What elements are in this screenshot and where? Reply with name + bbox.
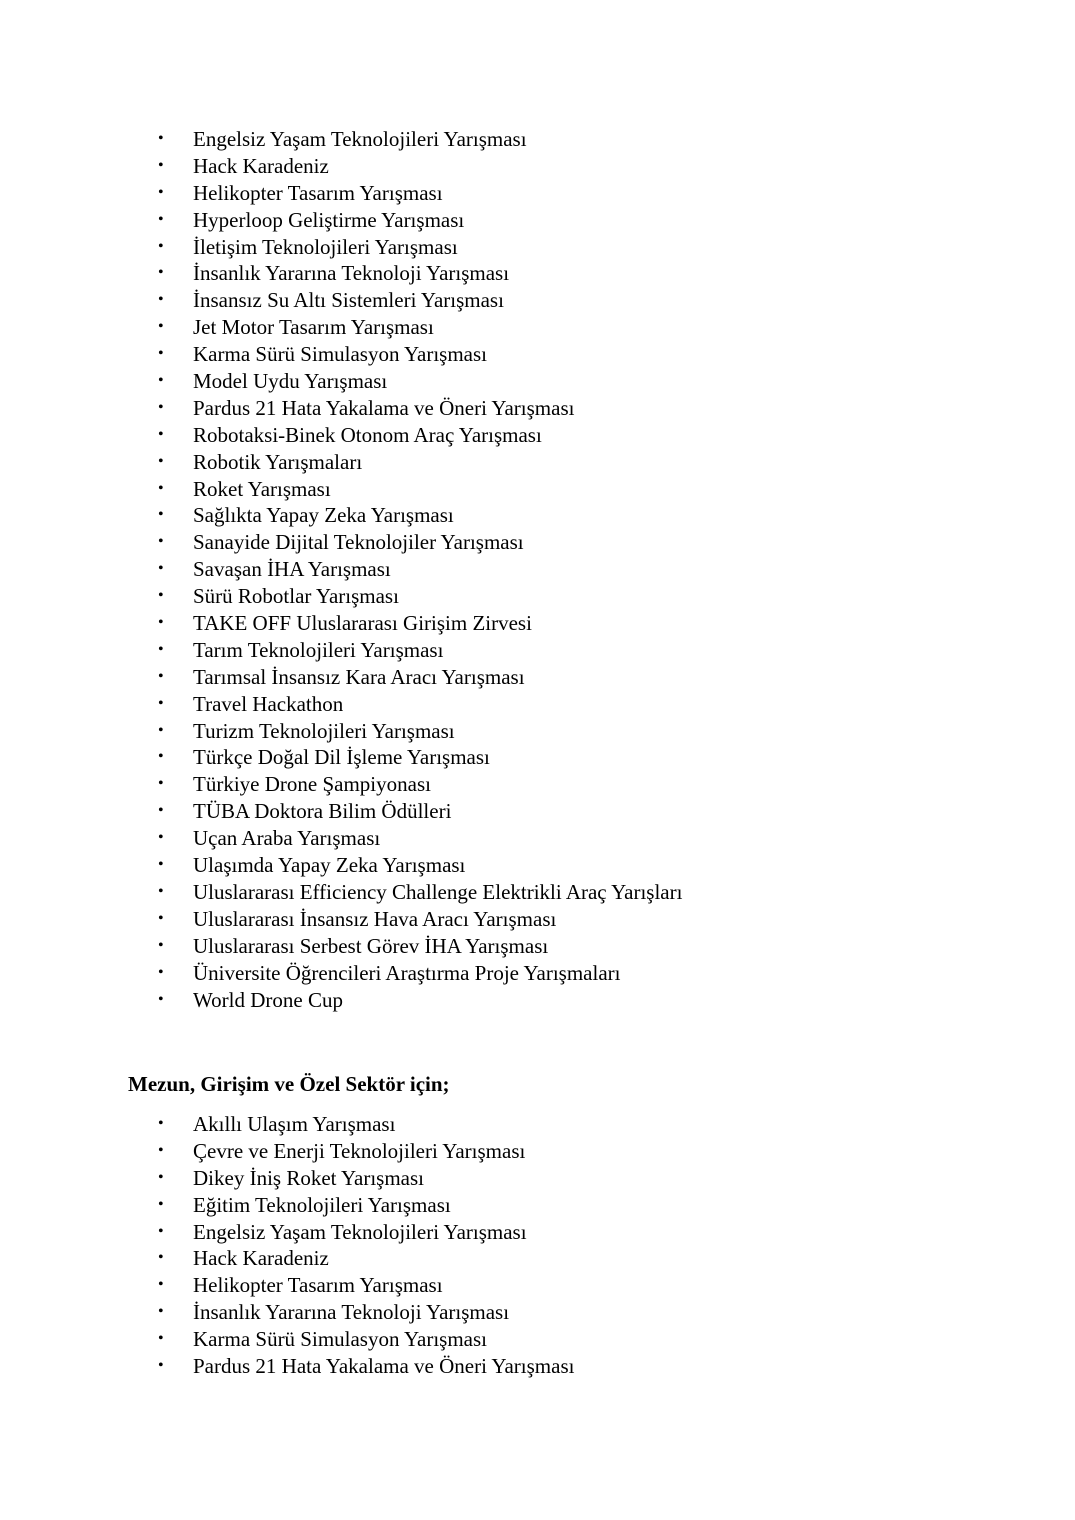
list-item-label: Savaşan İHA Yarışması [193, 557, 391, 582]
list-item-label: Robotaksi-Binek Otonom Araç Yarışması [193, 422, 542, 447]
list-item-label: Ulaşımda Yapay Zeka Yarışması [193, 853, 466, 878]
bullet-icon: • [158, 856, 164, 874]
list-item [0, 637, 1075, 664]
bullet-icon: • [158, 909, 164, 927]
list-item-label: Hyperloop Geliştirme Yarışması [193, 207, 465, 232]
list-item [0, 718, 1075, 745]
list-item-label: Roket Yarışması [193, 476, 331, 501]
list-item-label: Tarımsal İnsansız Kara Aracı Yarışması [193, 664, 525, 689]
competition-list-graduates [0, 1111, 1075, 1380]
competition-list-students [0, 126, 1075, 1013]
list-item-label: İnsanlık Yararına Teknoloji Yarışması [193, 261, 510, 286]
list-item-label: Uluslararası Efficiency Challenge Elektrikli Araç Yarışları [193, 879, 683, 904]
bullet-icon: • [158, 667, 164, 685]
bullet-icon: • [158, 1222, 164, 1240]
list-item-label: Travel Hackathon [193, 691, 344, 716]
list-item [0, 933, 1075, 960]
list-item-label: Pardus 21 Hata Yakalama ve Öneri Yarışması [193, 395, 575, 420]
bullet-icon: • [158, 775, 164, 793]
list-item-label: Pardus 21 Hata Yakalama ve Öneri Yarışması [193, 1354, 575, 1379]
list-item-label: TAKE OFF Uluslararası Girişim Zirvesi [193, 611, 532, 636]
list-item-label: Model Uydu Yarışması [193, 369, 388, 394]
list-item [0, 1299, 1075, 1326]
list-item-label: Tarım Teknolojileri Yarışması [193, 637, 444, 662]
bullet-icon: • [158, 802, 164, 820]
list-item [0, 691, 1075, 718]
list-item [0, 1165, 1075, 1192]
list-item-label: Dikey İniş Roket Yarışması [193, 1165, 424, 1190]
list-item [0, 180, 1075, 207]
list-item [0, 153, 1075, 180]
bullet-icon: • [158, 1195, 164, 1213]
list-item [0, 987, 1075, 1014]
list-item-label: İletişim Teknolojileri Yarışması [193, 234, 458, 259]
bullet-icon: • [158, 614, 164, 632]
bullet-icon: • [158, 398, 164, 416]
list-item-label: Akıllı Ulaşım Yarışması [193, 1112, 396, 1136]
list-item [0, 1326, 1075, 1353]
list-item [0, 583, 1075, 610]
list-item-label: Karma Sürü Simulasyon Yarışması [193, 1327, 487, 1352]
list-item [0, 906, 1075, 933]
list-item-label: Çevre ve Enerji Teknolojileri Yarışması [193, 1138, 526, 1163]
list-item [0, 260, 1075, 287]
list-item [0, 556, 1075, 583]
bullet-icon: • [158, 210, 164, 228]
bullet-icon: • [158, 1141, 164, 1159]
list-item [0, 664, 1075, 691]
list-item-label: Karma Sürü Simulasyon Yarışması [193, 342, 487, 367]
list-item [0, 368, 1075, 395]
list-item-label: TÜBA Doktora Bilim Ödülleri [193, 799, 452, 824]
list-item [0, 798, 1075, 825]
list-item [0, 395, 1075, 422]
bullet-icon: • [158, 506, 164, 524]
list-item-label: İnsanlık Yararına Teknoloji Yarışması [193, 1300, 510, 1325]
bullet-icon: • [158, 372, 164, 390]
list-item-label: Hack Karadeniz [193, 153, 329, 178]
list-item [0, 529, 1075, 556]
list-item [0, 879, 1075, 906]
list-item [0, 449, 1075, 476]
list-item [0, 476, 1075, 503]
list-item-label: Uluslararası Serbest Görev İHA Yarışması [193, 933, 549, 958]
list-item-label: World Drone Cup [193, 987, 343, 1012]
bullet-icon: • [158, 479, 164, 497]
list-item [0, 341, 1075, 368]
list-item [0, 314, 1075, 341]
list-item-label: Hack Karadeniz [193, 1246, 329, 1271]
list-item-label: Sağlıkta Yapay Zeka Yarışması [193, 503, 454, 528]
list-item [0, 960, 1075, 987]
bullet-icon: • [158, 963, 164, 981]
bullet-icon: • [158, 183, 164, 201]
list-item [0, 234, 1075, 261]
bullet-icon: • [158, 425, 164, 443]
list-item [0, 771, 1075, 798]
list-item [0, 852, 1075, 879]
section-heading-graduates: Mezun, Girişim ve Özel Sektör için; [128, 1072, 450, 1096]
list-item-label: Engelsiz Yaşam Teknolojileri Yarışması [193, 1219, 527, 1244]
list-item-label: Jet Motor Tasarım Yarışması [193, 315, 434, 340]
list-item [0, 1272, 1075, 1299]
bullet-icon: • [158, 1168, 164, 1186]
bullet-icon: • [158, 345, 164, 363]
list-item-label: Uçan Araba Yarışması [193, 826, 381, 851]
list-item-label: Sürü Robotlar Yarışması [193, 584, 399, 609]
bullet-icon: • [158, 1330, 164, 1348]
list-item [0, 287, 1075, 314]
list-item [0, 1245, 1075, 1272]
list-item [0, 207, 1075, 234]
bullet-icon: • [158, 291, 164, 309]
bullet-icon: • [158, 1115, 164, 1132]
list-item-label: Uluslararası İnsansız Hava Aracı Yarışması [193, 906, 557, 931]
list-item-label: Türkiye Drone Şampiyonası [193, 772, 431, 797]
list-item-label: Turizm Teknolojileri Yarışması [193, 718, 455, 743]
bullet-icon: • [158, 130, 164, 147]
list-item-label: Türkçe Doğal Dil İşleme Yarışması [193, 745, 490, 770]
bullet-icon: • [158, 533, 164, 551]
list-item [0, 126, 1075, 153]
bullet-icon: • [158, 587, 164, 605]
bullet-icon: • [158, 1357, 164, 1375]
list-item-label: Eğitim Teknolojileri Yarışması [193, 1192, 451, 1217]
list-item [0, 1192, 1075, 1219]
list-item-label: Engelsiz Yaşam Teknolojileri Yarışması [193, 127, 527, 151]
bullet-icon: • [158, 1303, 164, 1321]
list-item [0, 1111, 1075, 1138]
bullet-icon: • [158, 452, 164, 470]
bullet-icon: • [158, 264, 164, 282]
bullet-icon: • [158, 1249, 164, 1267]
bullet-icon: • [158, 237, 164, 255]
list-item [0, 1219, 1075, 1246]
bullet-icon: • [158, 748, 164, 766]
list-item [0, 744, 1075, 771]
list-item-label: İnsansız Su Altı Sistemleri Yarışması [193, 288, 504, 313]
list-item [0, 502, 1075, 529]
bullet-icon: • [158, 694, 164, 712]
list-item [0, 422, 1075, 449]
bullet-icon: • [158, 560, 164, 578]
list-item [0, 1138, 1075, 1165]
bullet-icon: • [158, 882, 164, 900]
list-item-label: Helikopter Tasarım Yarışması [193, 180, 443, 205]
list-item-label: Helikopter Tasarım Yarışması [193, 1273, 443, 1298]
bullet-icon: • [158, 1276, 164, 1294]
bullet-icon: • [158, 829, 164, 847]
list-item [0, 825, 1075, 852]
list-item-label: Sanayide Dijital Teknolojiler Yarışması [193, 530, 524, 555]
list-item-label: Üniversite Öğrencileri Araştırma Proje Yarışmaları [193, 960, 621, 985]
bullet-icon: • [158, 156, 164, 174]
bullet-icon: • [158, 318, 164, 336]
list-item [0, 610, 1075, 637]
bullet-icon: • [158, 721, 164, 739]
bullet-icon: • [158, 936, 164, 954]
list-item [0, 1353, 1075, 1380]
bullet-icon: • [158, 990, 164, 1008]
bullet-icon: • [158, 640, 164, 658]
list-item-label: Robotik Yarışmaları [193, 449, 363, 474]
